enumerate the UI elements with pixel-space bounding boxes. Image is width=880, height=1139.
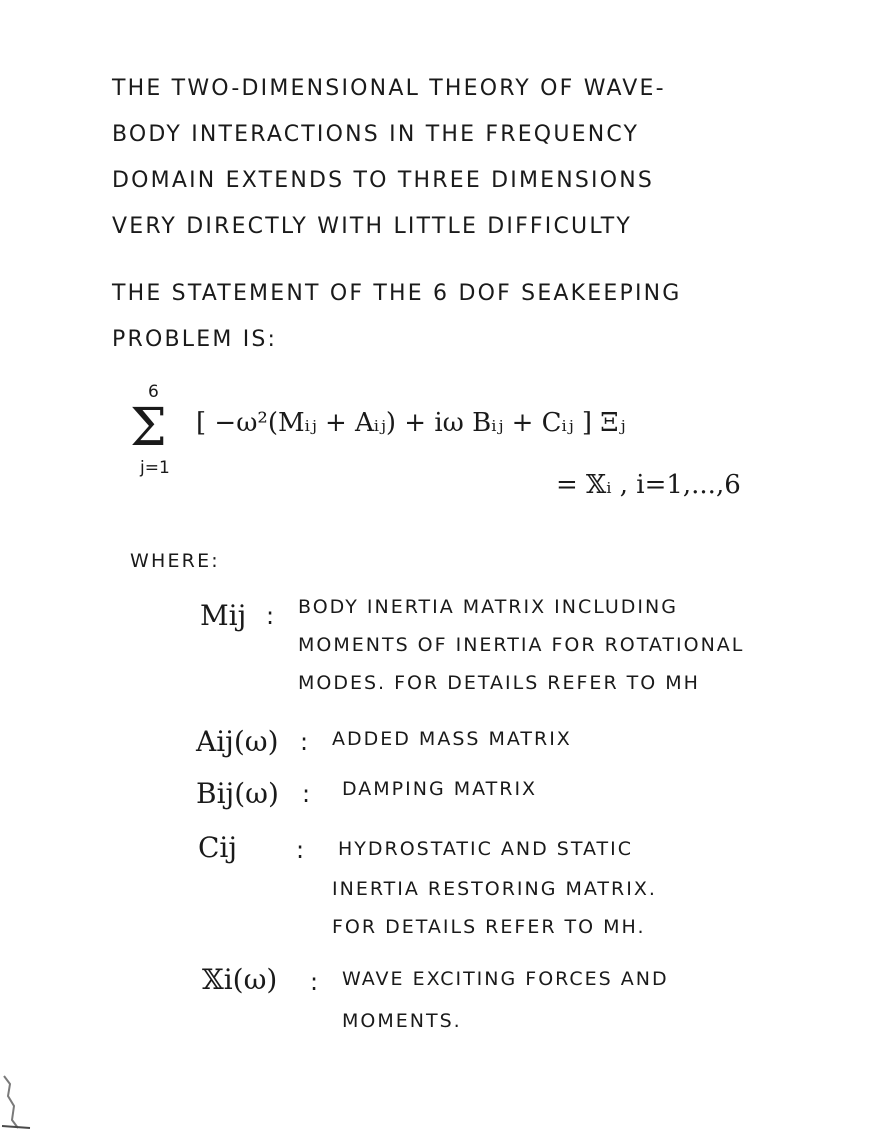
definition-symbol-aij: Aij(ω) — [196, 725, 279, 758]
definition-xi-line-2: MOMENTS. — [342, 1010, 462, 1032]
definition-mij-line-2: MOMENTS OF INERTIA FOR ROTATIONAL — [298, 634, 745, 656]
definition-symbol-mij: Mij — [200, 599, 247, 632]
definition-colon: : — [302, 780, 311, 808]
definition-cij-line-3: FOR DETAILS REFER TO MH. — [332, 916, 646, 938]
equation-main: [ −ω²(Mᵢⱼ + Aᵢⱼ) + iω Bᵢⱼ + Cᵢⱼ ] Ξⱼ — [196, 408, 626, 438]
definition-colon: : — [266, 602, 275, 630]
intro-line-4: VERY DIRECTLY WITH LITTLE DIFFICULTY — [112, 214, 633, 239]
definition-symbol-cij: Cij — [198, 831, 238, 864]
scan-edge-artifact — [0, 1072, 34, 1132]
definition-mij-line-3: MODES. FOR DETAILS REFER TO MH — [298, 672, 700, 694]
statement-line-2: PROBLEM IS: — [112, 327, 278, 352]
definition-xi-line-1: WAVE EXCITING FORCES AND — [342, 968, 669, 990]
definition-bij-line-1: DAMPING MATRIX — [342, 778, 538, 800]
definition-cij-line-2: INERTIA RESTORING MATRIX. — [332, 878, 657, 900]
sigma-symbol: Σ — [130, 398, 167, 458]
equation-rhs: = 𝕏ᵢ , i=1,...,6 — [556, 470, 741, 500]
sum-lower-limit: j=1 — [140, 458, 170, 478]
definition-cij-line-1: HYDROSTATIC AND STATIC — [338, 838, 633, 860]
definition-symbol-bij: Bij(ω) — [196, 777, 279, 810]
definition-aij-line-1: ADDED MASS MATRIX — [332, 728, 572, 750]
intro-line-3: DOMAIN EXTENDS TO THREE DIMENSIONS — [112, 168, 655, 193]
where-label: WHERE: — [130, 550, 220, 572]
statement-line-1: THE STATEMENT OF THE 6 DOF SEAKEEPING — [112, 281, 682, 306]
definition-symbol-xi: 𝕏i(ω) — [202, 963, 278, 996]
definition-mij-line-1: BODY INERTIA MATRIX INCLUDING — [298, 596, 678, 618]
intro-line-1: THE TWO-DIMENSIONAL THEORY OF WAVE- — [112, 76, 666, 101]
intro-line-2: BODY INTERACTIONS IN THE FREQUENCY — [112, 122, 640, 147]
definition-colon: : — [300, 728, 309, 756]
definition-colon: : — [310, 968, 319, 996]
sum-upper-limit: 6 — [148, 382, 159, 402]
definition-colon: : — [296, 836, 305, 864]
